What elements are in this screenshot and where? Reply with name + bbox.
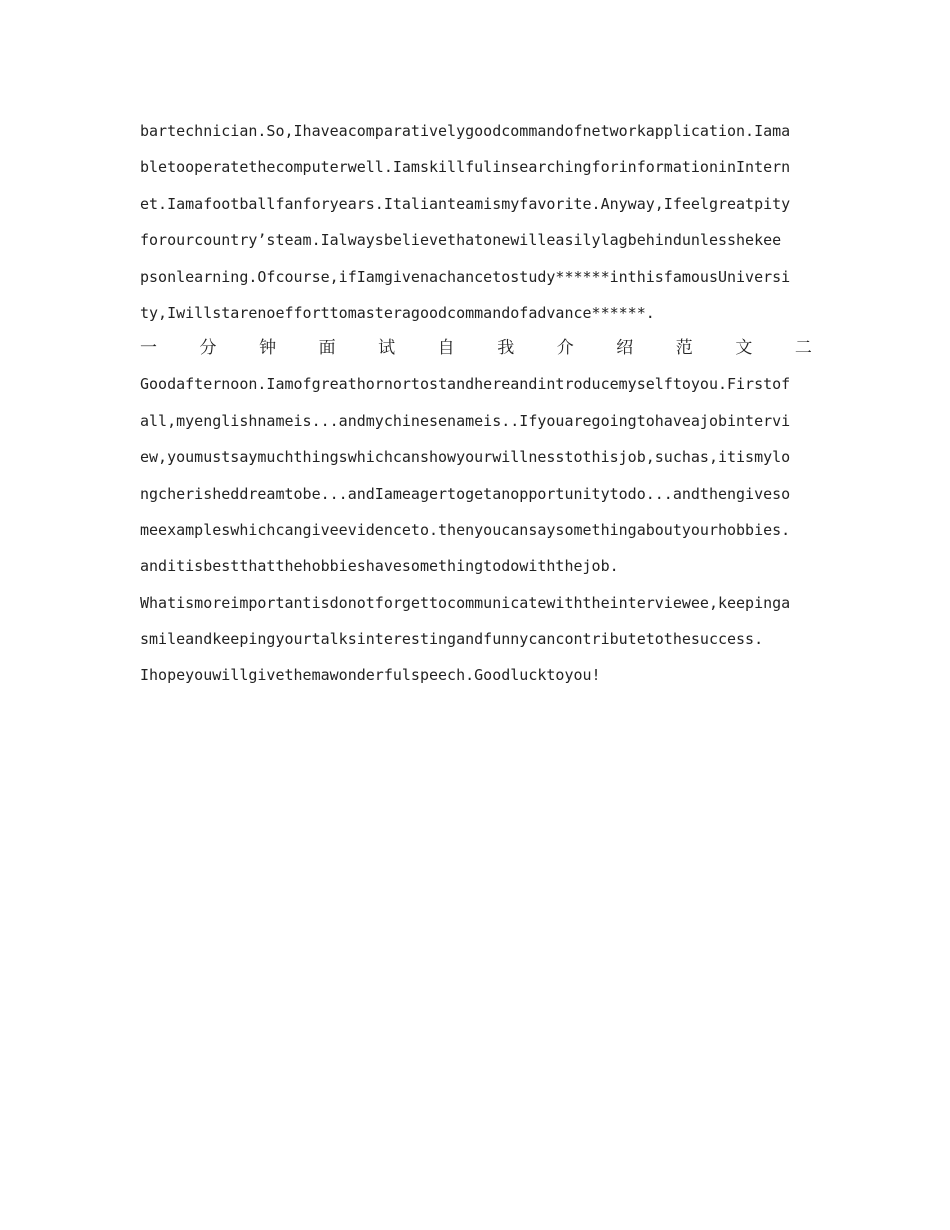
- heading-char: 我: [497, 338, 515, 359]
- paragraph-2-line: all,myenglishnameis...andmychinesenameis..Ifyouaregoingtohaveajobintervi: [140, 411, 791, 430]
- paragraph-1-line: forourcountry’steam.Ialwaysbelievethatonewilleasilylagbehindunlesshekee: [140, 231, 782, 250]
- paragraph-2-line: anditisbestthatthehobbieshavesomethingtodowiththejob.: [140, 557, 619, 576]
- paragraph-1-line: ty,Iwillstarenoefforttomasteragoodcommandofadvance******.: [140, 303, 655, 322]
- heading-char: 一: [140, 338, 157, 359]
- paragraph-2-line: meexampleswhichcangiveevidenceto.thenyoucansaysomethingaboutyourhobbies.: [140, 520, 791, 539]
- document-body: [140, 113, 812, 694]
- heading-char: 介: [556, 338, 574, 359]
- heading-char: 钟: [259, 338, 277, 359]
- heading-char: 范: [675, 338, 693, 359]
- heading-char: 文: [735, 338, 753, 359]
- paragraph-1-line: bletooperatethecomputerwell.IamskillfulinsearchingforinformationinIntern: [140, 158, 791, 177]
- heading-char: 分: [199, 338, 217, 359]
- paragraph-2-line: ngcherisheddreamtobe...andIameagertogetanopportunitytodo...andthengiveso: [140, 484, 791, 503]
- paragraph-1-line: bartechnician.So,Ihaveacomparativelygoodcommandofnetworkapplication.Iama: [140, 122, 791, 140]
- heading-char: 二: [794, 338, 812, 359]
- heading-char: 绍: [616, 338, 634, 359]
- paragraph-2-line: Ihopeyouwillgivethemawonderfulspeech.Goodlucktoyou!: [140, 666, 601, 685]
- paragraph-2-line: Goodafternoon.Iamofgreathornortostandhereandintroducemyselftoyou.Firstof: [140, 375, 791, 394]
- paragraph-1-line: et.Iamafootballfanforyears.Italianteamismyfavorite.Anyway,Ifeelgreatpity: [140, 194, 791, 213]
- heading-char: 试: [378, 338, 396, 359]
- paragraph-2-line: Whatismoreimportantisdonotforgettocommunicatewiththeinterviewee,keepinga: [140, 593, 791, 612]
- paragraph-2-line: smileandkeepingyourtalksinterestingandfunnycancontributetothesuccess.: [140, 630, 764, 649]
- paragraph-1-line: psonlearning.Ofcourse,ifIamgivenachancetostudy******inthisfamousUniversi: [140, 267, 791, 286]
- section-heading: [140, 331, 812, 366]
- heading-char: 自: [437, 338, 455, 359]
- paragraph-2-line: ew,youmustsaymuchthingswhichcanshowyourwillnesstothisjob,suchas,itismylo: [140, 448, 791, 467]
- heading-char: 面: [318, 338, 336, 359]
